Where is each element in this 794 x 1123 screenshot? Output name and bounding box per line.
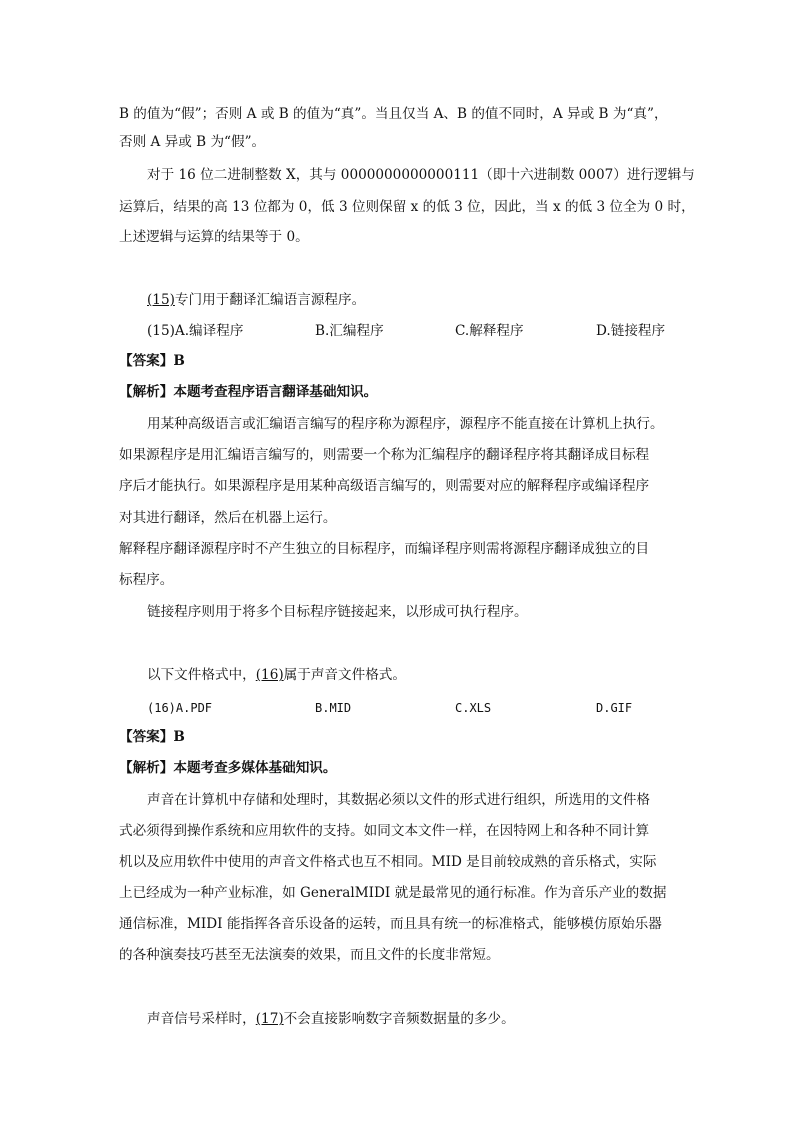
question-stem — [147, 1009, 515, 1029]
question-blank: (15) — [147, 292, 175, 308]
analysis-heading: 【解析】本题考查程序语言翻译基础知识。 — [119, 384, 378, 400]
option-label: (15) — [147, 323, 175, 339]
question-stem — [147, 290, 365, 310]
option-label: (16) — [147, 701, 176, 715]
option-row — [147, 321, 243, 341]
analysis-line: 的各种演奏技巧甚至无法演奏的效果，而且文件的长度非常短。 — [119, 947, 500, 963]
analysis-line: 标程序。 — [119, 572, 174, 588]
option-c: C.XLS — [455, 701, 492, 715]
option-b: B.汇编程序 — [315, 323, 384, 339]
question-stem — [147, 665, 406, 685]
logic-text-line: 对于 16 位二进制整数 X，其与 0000000000000111（即十六进制数 0007）进行逻辑与 — [147, 167, 695, 183]
analysis-line: 用某种高级语言或汇编语言编写的程序称为源程序，源程序不能直接在计算机上执行。 — [147, 416, 664, 432]
logic-text-line: 否则 A 异或 B 为“假”。 — [119, 134, 266, 150]
analysis-line: 序后才能执行。如果源程序是用某种高级语言编写的，则需要对应的解释程序或编译程序 — [119, 478, 650, 494]
question-stem-text: 声音信号采样时， — [147, 1011, 256, 1027]
option-row — [147, 698, 212, 718]
analysis-line: 通信标准，MIDI 能指挥各音乐设备的运转，而且具有统一的标准格式，能够模仿原始乐器 — [119, 916, 662, 932]
logic-text-line: 运算后，结果的高 13 位都为 0，低 3 位则保留 x 的低 3 位，因此，当 x 的低 3 位全为 0 时， — [119, 199, 695, 215]
analysis-line: 如果源程序是用汇编语言编写的，则需要一个称为汇编程序的翻译程序将其翻译成目标程 — [119, 447, 650, 463]
option-a: A.编译程序 — [174, 323, 244, 339]
question-blank: (16) — [255, 667, 284, 683]
question-stem-text: 以下文件格式中， — [147, 667, 256, 683]
analysis-line: 声音在计算机中存储和处理时，其数据必须以文件的形式进行组织，所选用的文件格 — [147, 792, 650, 808]
question-blank: (17) — [255, 1011, 284, 1027]
answer-label: 【答案】B — [119, 353, 185, 369]
analysis-line: 解释程序翻译源程序时不产生独立的目标程序，而编译程序则需将源程序翻译成独立的目 — [119, 541, 650, 557]
question-stem-text: 属于声音文件格式。 — [283, 667, 406, 683]
analysis-heading: 【解析】本题考查多媒体基础知识。 — [119, 760, 337, 776]
answer-label: 【答案】B — [119, 729, 185, 745]
option-b: B.MID — [315, 701, 352, 715]
option-c: C.解释程序 — [455, 323, 524, 339]
option-d: D.链接程序 — [596, 323, 666, 339]
logic-text-line: B 的值为“假”；否则 A 或 B 的值为“真”。当且仅当 A、B 的值不同时，A 异或 B 为“真”， — [119, 106, 668, 122]
option-a: A.PDF — [175, 701, 213, 715]
question-stem-text: 专门用于翻译汇编语言源程序。 — [174, 292, 366, 308]
analysis-line: 机以及应用软件中使用的声音文件格式也互不相同。MID 是目前较成熟的音乐格式，实际 — [119, 854, 657, 870]
logic-text-line: 上述逻辑与运算的结果等于 0。 — [119, 229, 309, 245]
option-d: D.GIF — [596, 701, 633, 715]
analysis-line: 式必须得到操作系统和应用软件的支持。如同文本文件一样，在因特网上和各种不同计算 — [119, 823, 650, 839]
analysis-line: 上已经成为一种产业标准，如 GeneralMIDI 就是最常见的通行标准。作为音乐产业的数据 — [119, 885, 667, 901]
analysis-line: 链接程序则用于将多个目标程序链接起来，以形成可执行程序。 — [147, 604, 528, 620]
question-stem-text: 不会直接影响数字音频数据量的多少。 — [283, 1011, 515, 1027]
analysis-line: 对其进行翻译，然后在机器上运行。 — [119, 510, 337, 526]
